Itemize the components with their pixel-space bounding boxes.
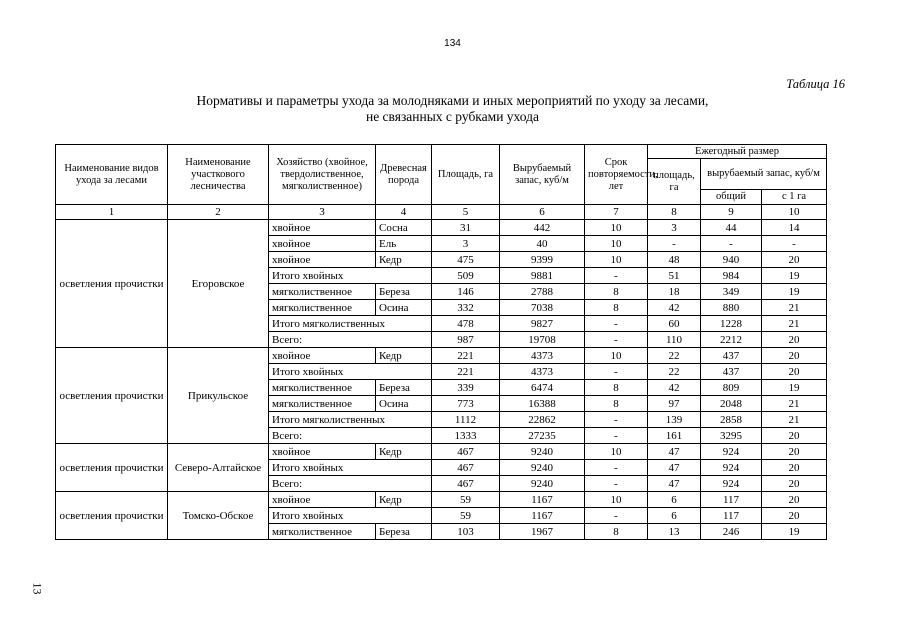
volume-cell: 40 xyxy=(500,236,585,252)
annual-total-cell: 2212 xyxy=(701,332,762,348)
species-cell: Кедр xyxy=(376,492,432,508)
subtotal-label-cell: Итого мягколиственных xyxy=(269,412,432,428)
area-cell: 509 xyxy=(432,268,500,284)
species-cell: Береза xyxy=(376,380,432,396)
subtotal-label-cell: Итого хвойных xyxy=(269,508,432,524)
annual-total-cell: 984 xyxy=(701,268,762,284)
care-type-cell: осветления прочистки xyxy=(56,492,168,540)
area-cell: 987 xyxy=(432,332,500,348)
annual-per-ha-cell: 20 xyxy=(762,428,827,444)
period-cell: - xyxy=(585,268,648,284)
annual-total-cell: 44 xyxy=(701,220,762,236)
period-cell: - xyxy=(585,332,648,348)
forest-care-table xyxy=(55,144,827,540)
volume-cell: 19708 xyxy=(500,332,585,348)
species-cell: Сосна xyxy=(376,220,432,236)
header-area: Площадь, га xyxy=(432,145,500,205)
annual-per-ha-cell: 19 xyxy=(762,380,827,396)
annual-per-ha-cell: 21 xyxy=(762,412,827,428)
farm-cell: хвойное xyxy=(269,236,376,252)
column-number: 1 xyxy=(56,205,168,220)
table-row xyxy=(56,492,827,508)
table-row xyxy=(56,444,827,460)
volume-cell: 1167 xyxy=(500,508,585,524)
annual-total-cell: 437 xyxy=(701,364,762,380)
annual-total-cell: 117 xyxy=(701,492,762,508)
species-cell: Береза xyxy=(376,284,432,300)
area-cell: 59 xyxy=(432,492,500,508)
forestry-cell: Томско-Обское xyxy=(168,492,269,540)
period-cell: 10 xyxy=(585,220,648,236)
species-cell: Осина xyxy=(376,396,432,412)
farm-cell: мягколиственное xyxy=(269,300,376,316)
annual-per-ha-cell: 14 xyxy=(762,220,827,236)
annual-total-cell: 924 xyxy=(701,476,762,492)
care-type-cell: осветления прочистки xyxy=(56,220,168,348)
area-cell: 773 xyxy=(432,396,500,412)
annual-area-cell: 42 xyxy=(648,300,701,316)
period-cell: 8 xyxy=(585,380,648,396)
annual-area-cell: 47 xyxy=(648,460,701,476)
annual-per-ha-cell: 20 xyxy=(762,476,827,492)
column-number: 7 xyxy=(585,205,648,220)
species-cell: Осина xyxy=(376,300,432,316)
area-cell: 332 xyxy=(432,300,500,316)
annual-area-cell: 22 xyxy=(648,364,701,380)
annual-area-cell: 139 xyxy=(648,412,701,428)
volume-cell: 9881 xyxy=(500,268,585,284)
farm-cell: мягколиственное xyxy=(269,284,376,300)
subtotal-label-cell: Итого хвойных xyxy=(269,364,432,380)
header-annual-total: общий xyxy=(701,190,762,205)
annual-area-cell: 97 xyxy=(648,396,701,412)
annual-per-ha-cell: 19 xyxy=(762,524,827,540)
volume-cell: 9240 xyxy=(500,460,585,476)
species-cell: Кедр xyxy=(376,252,432,268)
period-cell: 10 xyxy=(585,492,648,508)
annual-total-cell: 809 xyxy=(701,380,762,396)
volume-cell: 6474 xyxy=(500,380,585,396)
area-cell: 31 xyxy=(432,220,500,236)
farm-cell: хвойное xyxy=(269,444,376,460)
area-cell: 59 xyxy=(432,508,500,524)
annual-per-ha-cell: 20 xyxy=(762,444,827,460)
annual-per-ha-cell: 21 xyxy=(762,316,827,332)
period-cell: 8 xyxy=(585,300,648,316)
column-number: 3 xyxy=(269,205,376,220)
annual-total-cell: 940 xyxy=(701,252,762,268)
annual-total-cell: 117 xyxy=(701,508,762,524)
period-cell: 8 xyxy=(585,284,648,300)
volume-cell: 4373 xyxy=(500,364,585,380)
annual-area-cell: - xyxy=(648,236,701,252)
farm-cell: мягколиственное xyxy=(269,380,376,396)
table-label: Таблица 16 xyxy=(786,77,845,91)
column-numbers-row xyxy=(56,205,827,220)
area-cell: 475 xyxy=(432,252,500,268)
period-cell: - xyxy=(585,428,648,444)
area-cell: 1112 xyxy=(432,412,500,428)
forestry-cell: Егоровское xyxy=(168,220,269,348)
volume-cell: 27235 xyxy=(500,428,585,444)
area-cell: 467 xyxy=(432,460,500,476)
volume-cell: 9240 xyxy=(500,476,585,492)
annual-per-ha-cell: 20 xyxy=(762,508,827,524)
farm-cell: хвойное xyxy=(269,348,376,364)
table-header xyxy=(56,145,827,220)
annual-per-ha-cell: 19 xyxy=(762,268,827,284)
annual-total-cell: 2858 xyxy=(701,412,762,428)
subtotal-label-cell: Итого хвойных xyxy=(269,460,432,476)
period-cell: 8 xyxy=(585,524,648,540)
annual-total-cell: 1228 xyxy=(701,316,762,332)
annual-per-ha-cell: 19 xyxy=(762,284,827,300)
column-number: 10 xyxy=(762,205,827,220)
annual-area-cell: 60 xyxy=(648,316,701,332)
period-cell: - xyxy=(585,364,648,380)
column-number: 2 xyxy=(168,205,269,220)
period-cell: 10 xyxy=(585,236,648,252)
volume-cell: 1167 xyxy=(500,492,585,508)
page-number: 134 xyxy=(444,38,461,49)
annual-area-cell: 47 xyxy=(648,476,701,492)
annual-area-cell: 42 xyxy=(648,380,701,396)
farm-cell: мягколиственное xyxy=(269,524,376,540)
subtotal-label-cell: Всего: xyxy=(269,332,432,348)
header-period: Срок повторяемости, лет xyxy=(585,145,648,205)
annual-area-cell: 22 xyxy=(648,348,701,364)
farm-cell: хвойное xyxy=(269,492,376,508)
annual-per-ha-cell: 20 xyxy=(762,364,827,380)
annual-total-cell: 349 xyxy=(701,284,762,300)
annual-total-cell: 880 xyxy=(701,300,762,316)
area-cell: 467 xyxy=(432,444,500,460)
annual-per-ha-cell: 21 xyxy=(762,396,827,412)
annual-total-cell: 437 xyxy=(701,348,762,364)
header-annual: Ежегодный размер xyxy=(648,145,827,159)
volume-cell: 442 xyxy=(500,220,585,236)
area-cell: 3 xyxy=(432,236,500,252)
side-page-number: 13 xyxy=(30,582,45,595)
area-cell: 221 xyxy=(432,348,500,364)
volume-cell: 16388 xyxy=(500,396,585,412)
annual-per-ha-cell: - xyxy=(762,236,827,252)
area-cell: 339 xyxy=(432,380,500,396)
period-cell: 10 xyxy=(585,252,648,268)
forestry-cell: Северо-Алтайское xyxy=(168,444,269,492)
area-cell: 467 xyxy=(432,476,500,492)
table-body xyxy=(56,220,827,540)
table-title xyxy=(0,93,905,125)
volume-cell: 9827 xyxy=(500,316,585,332)
period-cell: - xyxy=(585,412,648,428)
farm-cell: мягколиственное xyxy=(269,396,376,412)
header-annual-per-ha: с 1 га xyxy=(762,190,827,205)
subtotal-label-cell: Итого мягколиственных xyxy=(269,316,432,332)
area-cell: 1333 xyxy=(432,428,500,444)
species-cell: Кедр xyxy=(376,348,432,364)
annual-area-cell: 6 xyxy=(648,508,701,524)
care-type-cell: осветления прочистки xyxy=(56,444,168,492)
subtotal-label-cell: Всего: xyxy=(269,428,432,444)
header-volume: Вырубаемый запас, куб/м xyxy=(500,145,585,205)
annual-area-cell: 48 xyxy=(648,252,701,268)
table-row xyxy=(56,220,827,236)
annual-per-ha-cell: 21 xyxy=(762,300,827,316)
column-number: 9 xyxy=(701,205,762,220)
area-cell: 221 xyxy=(432,364,500,380)
volume-cell: 4373 xyxy=(500,348,585,364)
area-cell: 478 xyxy=(432,316,500,332)
table-title-line-1: Нормативы и параметры ухода за молодняками и иных мероприятий по уходу за лесами, xyxy=(196,93,709,108)
species-cell: Береза xyxy=(376,524,432,540)
species-cell: Ель xyxy=(376,236,432,252)
species-cell: Кедр xyxy=(376,444,432,460)
column-number: 6 xyxy=(500,205,585,220)
annual-total-cell: 924 xyxy=(701,460,762,476)
annual-total-cell: 246 xyxy=(701,524,762,540)
header-annual-area: площадь, га xyxy=(648,159,701,205)
farm-cell: хвойное xyxy=(269,252,376,268)
header-species: Древесная порода xyxy=(376,145,432,205)
header-farm: Хозяйство (хвойное, твердолиственное, мягколиственное) xyxy=(269,145,376,205)
header-care-type: Наименование видов ухода за лесами xyxy=(56,145,168,205)
annual-total-cell: - xyxy=(701,236,762,252)
annual-area-cell: 13 xyxy=(648,524,701,540)
table-title-line-2: не связанных с рубками ухода xyxy=(365,109,540,124)
period-cell: - xyxy=(585,460,648,476)
annual-area-cell: 3 xyxy=(648,220,701,236)
volume-cell: 9240 xyxy=(500,444,585,460)
annual-per-ha-cell: 20 xyxy=(762,252,827,268)
table-row xyxy=(56,348,827,364)
annual-per-ha-cell: 20 xyxy=(762,332,827,348)
annual-total-cell: 924 xyxy=(701,444,762,460)
volume-cell: 9399 xyxy=(500,252,585,268)
subtotal-label-cell: Итого хвойных xyxy=(269,268,432,284)
volume-cell: 1967 xyxy=(500,524,585,540)
annual-total-cell: 2048 xyxy=(701,396,762,412)
period-cell: - xyxy=(585,508,648,524)
annual-per-ha-cell: 20 xyxy=(762,460,827,476)
area-cell: 103 xyxy=(432,524,500,540)
volume-cell: 2788 xyxy=(500,284,585,300)
annual-area-cell: 110 xyxy=(648,332,701,348)
header-annual-volume: вырубаемый запас, куб/м xyxy=(701,159,827,190)
annual-area-cell: 47 xyxy=(648,444,701,460)
column-number: 8 xyxy=(648,205,701,220)
column-number: 5 xyxy=(432,205,500,220)
annual-area-cell: 6 xyxy=(648,492,701,508)
volume-cell: 22862 xyxy=(500,412,585,428)
period-cell: 10 xyxy=(585,348,648,364)
subtotal-label-cell: Всего: xyxy=(269,476,432,492)
column-number: 4 xyxy=(376,205,432,220)
forestry-cell: Прикульское xyxy=(168,348,269,444)
farm-cell: хвойное xyxy=(269,220,376,236)
area-cell: 146 xyxy=(432,284,500,300)
period-cell: 10 xyxy=(585,444,648,460)
care-type-cell: осветления прочистки xyxy=(56,348,168,444)
volume-cell: 7038 xyxy=(500,300,585,316)
annual-per-ha-cell: 20 xyxy=(762,492,827,508)
period-cell: - xyxy=(585,316,648,332)
annual-area-cell: 161 xyxy=(648,428,701,444)
period-cell: 8 xyxy=(585,396,648,412)
annual-area-cell: 51 xyxy=(648,268,701,284)
header-forestry: Наименование участкового лесничества xyxy=(168,145,269,205)
period-cell: - xyxy=(585,476,648,492)
annual-per-ha-cell: 20 xyxy=(762,348,827,364)
annual-total-cell: 3295 xyxy=(701,428,762,444)
annual-area-cell: 18 xyxy=(648,284,701,300)
